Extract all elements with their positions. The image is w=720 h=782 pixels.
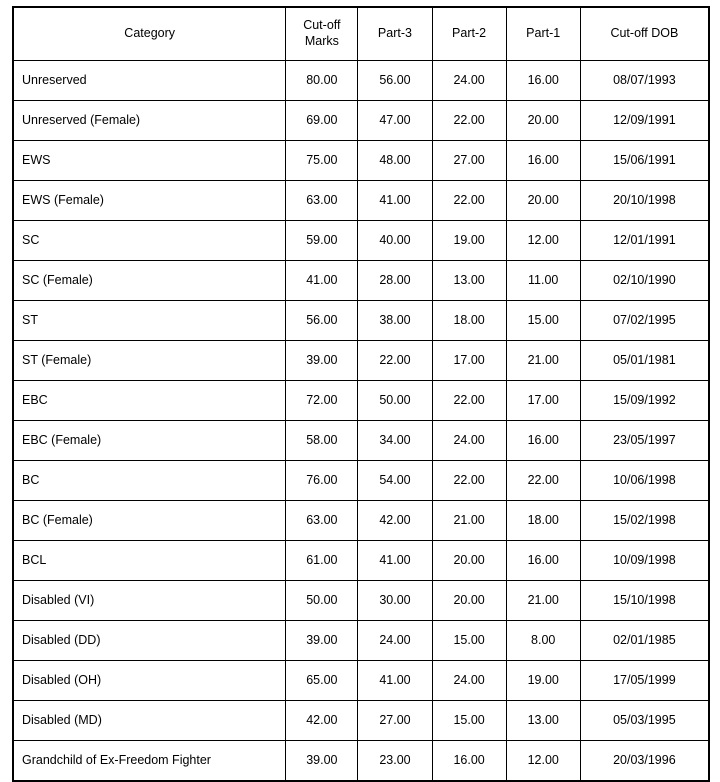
cell-cutoff-dob: 12/09/1991 xyxy=(580,101,709,141)
column-header-cutoff-dob xyxy=(580,7,709,61)
table-row xyxy=(13,221,709,261)
column-header-part-2 xyxy=(432,7,506,61)
column-header-cutoff-marks xyxy=(286,7,358,61)
cell-cutoff-dob: 08/07/1993 xyxy=(580,61,709,101)
cell-part-2: 27.00 xyxy=(432,141,506,181)
column-header-part-3 xyxy=(358,7,432,61)
cell-part-1: 11.00 xyxy=(506,261,580,301)
cell-part-1: 17.00 xyxy=(506,381,580,421)
cell-part-1: 19.00 xyxy=(506,661,580,701)
cell-part-3: 22.00 xyxy=(358,341,432,381)
cell-part-1: 21.00 xyxy=(506,581,580,621)
cell-cutoff-dob: 12/01/1991 xyxy=(580,221,709,261)
table-row xyxy=(13,181,709,221)
cell-part-1: 16.00 xyxy=(506,541,580,581)
column-header-category-line-1: Category xyxy=(124,26,176,41)
cell-part-3: 41.00 xyxy=(358,541,432,581)
cell-part-3: 42.00 xyxy=(358,501,432,541)
cell-category: EBC (Female) xyxy=(13,421,286,461)
cell-part-1: 16.00 xyxy=(506,61,580,101)
cell-part-1: 16.00 xyxy=(506,421,580,461)
cell-cutoff-dob: 05/01/1981 xyxy=(580,341,709,381)
cell-category: Unreserved (Female) xyxy=(13,101,286,141)
table-row xyxy=(13,701,709,741)
cell-part-2: 24.00 xyxy=(432,421,506,461)
table-row xyxy=(13,101,709,141)
cell-part-1: 20.00 xyxy=(506,181,580,221)
cell-part-1: 22.00 xyxy=(506,461,580,501)
cell-part-2: 22.00 xyxy=(432,381,506,421)
cell-category: SC xyxy=(13,221,286,261)
cell-part-1: 8.00 xyxy=(506,621,580,661)
cell-part-2: 20.00 xyxy=(432,541,506,581)
cell-part-3: 41.00 xyxy=(358,661,432,701)
cell-part-3: 30.00 xyxy=(358,581,432,621)
cutoff-table xyxy=(12,6,710,782)
cell-part-2: 13.00 xyxy=(432,261,506,301)
cell-cutoff-dob: 15/09/1992 xyxy=(580,381,709,421)
cell-cutoff-dob: 15/02/1998 xyxy=(580,501,709,541)
cell-category: Grandchild of Ex-Freedom Fighter xyxy=(13,741,286,782)
cell-category: Unreserved xyxy=(13,61,286,101)
table-row xyxy=(13,461,709,501)
column-header-part-3-line-1: Part-3 xyxy=(377,26,412,41)
column-header-part-1-line-1: Part-1 xyxy=(526,26,561,41)
cell-part-2: 21.00 xyxy=(432,501,506,541)
table-row xyxy=(13,61,709,101)
cell-cutoff-marks: 80.00 xyxy=(286,61,358,101)
cell-part-2: 18.00 xyxy=(432,301,506,341)
cell-part-1: 21.00 xyxy=(506,341,580,381)
table-row xyxy=(13,301,709,341)
cell-category: Disabled (DD) xyxy=(13,621,286,661)
cell-part-3: 28.00 xyxy=(358,261,432,301)
table-row xyxy=(13,261,709,301)
cell-cutoff-marks: 65.00 xyxy=(286,661,358,701)
cell-part-2: 17.00 xyxy=(432,341,506,381)
cell-category: Disabled (VI) xyxy=(13,581,286,621)
table-row xyxy=(13,141,709,181)
cell-cutoff-dob: 07/02/1995 xyxy=(580,301,709,341)
cell-part-3: 47.00 xyxy=(358,101,432,141)
cell-cutoff-marks: 56.00 xyxy=(286,301,358,341)
cell-cutoff-marks: 50.00 xyxy=(286,581,358,621)
cell-part-1: 12.00 xyxy=(506,221,580,261)
cell-cutoff-dob: 10/09/1998 xyxy=(580,541,709,581)
cell-cutoff-marks: 63.00 xyxy=(286,181,358,221)
cell-cutoff-dob: 15/10/1998 xyxy=(580,581,709,621)
column-header-cutoff-marks-line-2: Marks xyxy=(304,34,339,48)
table-row xyxy=(13,341,709,381)
cell-part-2: 22.00 xyxy=(432,461,506,501)
cell-category: Disabled (MD) xyxy=(13,701,286,741)
cell-cutoff-marks: 75.00 xyxy=(286,141,358,181)
cell-cutoff-marks: 76.00 xyxy=(286,461,358,501)
cell-part-2: 16.00 xyxy=(432,741,506,782)
cell-cutoff-marks: 39.00 xyxy=(286,341,358,381)
cell-category: EWS xyxy=(13,141,286,181)
cell-part-3: 40.00 xyxy=(358,221,432,261)
cell-category: BCL xyxy=(13,541,286,581)
cell-part-3: 50.00 xyxy=(358,381,432,421)
column-header-part-2-line-1: Part-2 xyxy=(452,26,487,41)
cell-part-2: 15.00 xyxy=(432,701,506,741)
cell-cutoff-dob: 23/05/1997 xyxy=(580,421,709,461)
cell-part-3: 41.00 xyxy=(358,181,432,221)
cell-cutoff-dob: 05/03/1995 xyxy=(580,701,709,741)
cell-part-3: 54.00 xyxy=(358,461,432,501)
cell-part-2: 22.00 xyxy=(432,101,506,141)
table-header xyxy=(13,7,709,61)
cell-part-3: 34.00 xyxy=(358,421,432,461)
cell-cutoff-marks: 59.00 xyxy=(286,221,358,261)
table-row xyxy=(13,421,709,461)
table-row xyxy=(13,381,709,421)
cell-part-1: 12.00 xyxy=(506,741,580,782)
cell-part-1: 16.00 xyxy=(506,141,580,181)
table-header-row xyxy=(13,7,709,61)
column-header-part-1 xyxy=(506,7,580,61)
cell-category: ST xyxy=(13,301,286,341)
cell-cutoff-dob: 20/10/1998 xyxy=(580,181,709,221)
cell-cutoff-marks: 42.00 xyxy=(286,701,358,741)
cell-cutoff-dob: 02/01/1985 xyxy=(580,621,709,661)
cell-cutoff-marks: 58.00 xyxy=(286,421,358,461)
cell-part-2: 15.00 xyxy=(432,621,506,661)
cell-part-1: 13.00 xyxy=(506,701,580,741)
cell-cutoff-dob: 20/03/1996 xyxy=(580,741,709,782)
cell-part-3: 38.00 xyxy=(358,301,432,341)
cell-cutoff-dob: 15/06/1991 xyxy=(580,141,709,181)
table-row xyxy=(13,621,709,661)
cell-part-3: 56.00 xyxy=(358,61,432,101)
cell-cutoff-dob: 02/10/1990 xyxy=(580,261,709,301)
cell-part-3: 23.00 xyxy=(358,741,432,782)
table-row xyxy=(13,501,709,541)
cell-cutoff-dob: 10/06/1998 xyxy=(580,461,709,501)
cell-part-2: 20.00 xyxy=(432,581,506,621)
cell-cutoff-marks: 69.00 xyxy=(286,101,358,141)
table-row xyxy=(13,741,709,782)
table-row xyxy=(13,661,709,701)
cell-cutoff-marks: 39.00 xyxy=(286,741,358,782)
cell-part-1: 18.00 xyxy=(506,501,580,541)
column-header-cutoff-dob-line-1: Cut-off DOB xyxy=(610,26,679,41)
cell-category: BC xyxy=(13,461,286,501)
cell-part-2: 19.00 xyxy=(432,221,506,261)
cell-part-1: 20.00 xyxy=(506,101,580,141)
cell-category: SC (Female) xyxy=(13,261,286,301)
cell-part-2: 22.00 xyxy=(432,181,506,221)
cell-cutoff-marks: 72.00 xyxy=(286,381,358,421)
cell-category: EBC xyxy=(13,381,286,421)
cell-part-1: 15.00 xyxy=(506,301,580,341)
column-header-cutoff-marks-line-1: Cut-off xyxy=(303,18,341,33)
cell-category: BC (Female) xyxy=(13,501,286,541)
column-header-category xyxy=(13,7,286,61)
table-body xyxy=(13,61,709,782)
cell-part-2: 24.00 xyxy=(432,61,506,101)
cell-category: ST (Female) xyxy=(13,341,286,381)
cell-cutoff-marks: 63.00 xyxy=(286,501,358,541)
cell-part-3: 24.00 xyxy=(358,621,432,661)
cell-category: EWS (Female) xyxy=(13,181,286,221)
cell-part-3: 48.00 xyxy=(358,141,432,181)
cell-part-3: 27.00 xyxy=(358,701,432,741)
cell-cutoff-marks: 41.00 xyxy=(286,261,358,301)
table-row xyxy=(13,581,709,621)
cell-cutoff-marks: 39.00 xyxy=(286,621,358,661)
cell-cutoff-marks: 61.00 xyxy=(286,541,358,581)
cell-category: Disabled (OH) xyxy=(13,661,286,701)
table-row xyxy=(13,541,709,581)
cell-part-2: 24.00 xyxy=(432,661,506,701)
cell-cutoff-dob: 17/05/1999 xyxy=(580,661,709,701)
